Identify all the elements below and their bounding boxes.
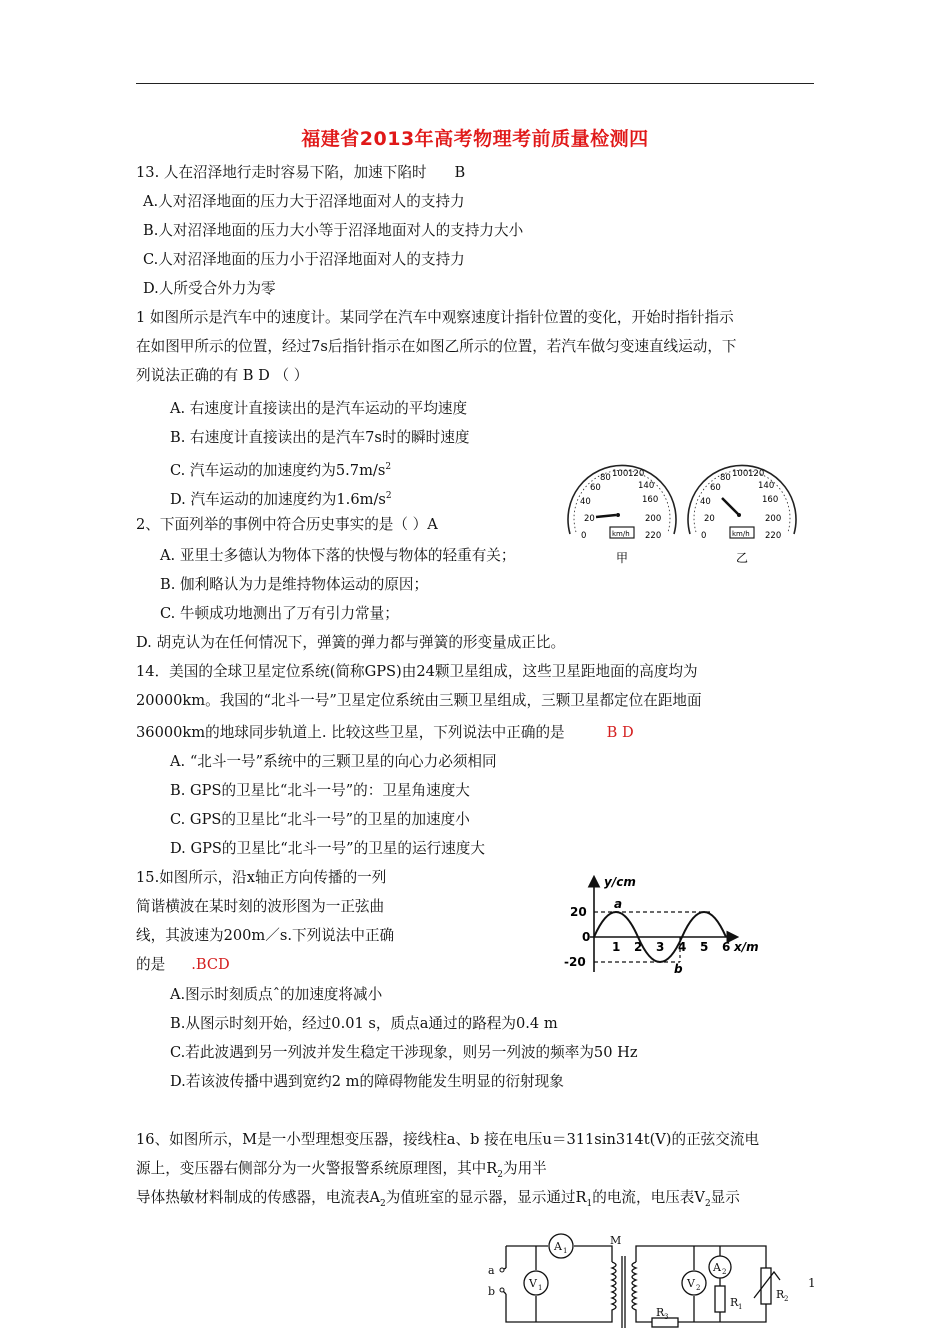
svg-text:20: 20 xyxy=(704,514,715,524)
q13-option-d: D.人所受合外力为零 xyxy=(143,280,276,297)
svg-text:R: R xyxy=(656,1306,665,1319)
svg-text:120: 120 xyxy=(628,469,645,479)
q15-stem-line2: 简谐横波在某时刻的波形图为一正弦曲 xyxy=(136,898,385,915)
svg-text:1: 1 xyxy=(538,1284,543,1292)
q2-option-a: A. 亚里士多德认为物体下落的快慢与物体的轻重有关； xyxy=(160,547,516,564)
speedometer-right xyxy=(688,465,796,565)
svg-text:V: V xyxy=(529,1277,537,1290)
svg-text:40: 40 xyxy=(700,497,711,507)
svg-text:220: 220 xyxy=(645,531,662,541)
svg-text:2: 2 xyxy=(696,1284,701,1292)
svg-text:0: 0 xyxy=(581,531,587,541)
q1-stem-line2: 在如图甲所示的位置，经过7s后指针指示在如图乙所示的位置，若汽车做匀变速直线运动，下 xyxy=(136,338,737,355)
svg-text:M: M xyxy=(610,1234,622,1247)
wave-graph xyxy=(560,872,760,978)
svg-text:6: 6 xyxy=(722,940,731,954)
transformer-circuit xyxy=(484,1232,804,1336)
q2-option-c: C. 牛顿成功地测出了万有引力常量； xyxy=(160,605,399,622)
q1-option-a: A. 右速度计直接读出的是汽车运动的平均速度 xyxy=(170,400,468,417)
speedometer-figure xyxy=(562,458,812,566)
page-title: 福建省2013年高考物理考前质量检测四 xyxy=(301,128,649,150)
q1-stem-line3: 列说法正确的有 B D （ ） xyxy=(136,367,309,384)
q1-option-c: C. 汽车运动的加速度约为$5.7m/s^2$ xyxy=(170,461,392,479)
q1-stem-line1: 1 如图所示是汽车中的速度计。某同学在汽车中观察速度计指针位置的变化，开始时指针指示 xyxy=(136,309,734,326)
q13-answer: B xyxy=(454,164,466,181)
q14-answer: B D xyxy=(606,724,634,741)
svg-text:V: V xyxy=(687,1277,695,1290)
svg-text:km/h: km/h xyxy=(732,530,750,538)
svg-text:5: 5 xyxy=(700,940,709,954)
svg-text:200: 200 xyxy=(645,514,662,524)
q2-option-b: B. 伽利略认为力是维持物体运动的原因； xyxy=(160,576,429,593)
q15-stem-line3: 线，其波速为200m／s.下列说法中正确 xyxy=(136,927,395,944)
svg-text:2: 2 xyxy=(784,1295,789,1303)
q15-option-a: A.图示时刻质点ˆ的加速度将减小 xyxy=(170,986,383,1003)
page-number: 1 xyxy=(808,1276,816,1290)
q15-stem-line1: 15.如图所示，沿x轴正方向传播的一列 xyxy=(136,869,387,886)
q14-stem-line2: 20000km。我国的“北斗一号”卫星定位系统由三颗卫星组成，三颗卫星都定位在距地面 xyxy=(136,692,702,709)
svg-text:0: 0 xyxy=(582,930,591,944)
q13-option-b: B.人对沼泽地面的压力大小等于沼泽地面对人的支持力大小 xyxy=(143,222,524,239)
svg-text:80: 80 xyxy=(600,473,611,483)
q1-option-d: D. 汽车运动的加速度约为$1.6m/s^2$ xyxy=(170,490,392,508)
q13-option-a: A.人对沼泽地面的压力大于沼泽地面对人的支持力 xyxy=(143,193,465,210)
svg-text:100: 100 xyxy=(732,469,749,479)
svg-text:20: 20 xyxy=(584,514,595,524)
header-rule xyxy=(136,83,814,84)
svg-text:160: 160 xyxy=(642,495,659,505)
svg-text:R: R xyxy=(776,1288,785,1301)
svg-text:乙: 乙 xyxy=(736,551,749,565)
svg-text:3: 3 xyxy=(664,1313,669,1321)
svg-text:R: R xyxy=(730,1296,739,1309)
svg-text:-20: -20 xyxy=(564,955,586,969)
svg-text:160: 160 xyxy=(762,495,779,505)
svg-text:b: b xyxy=(488,1285,496,1298)
svg-text:60: 60 xyxy=(710,483,721,493)
svg-text:200: 200 xyxy=(765,514,782,524)
svg-text:0: 0 xyxy=(701,531,707,541)
svg-text:4: 4 xyxy=(678,940,687,954)
svg-text:220: 220 xyxy=(765,531,782,541)
svg-text:A: A xyxy=(713,1261,721,1274)
q13-option-c: C.人对沼泽地面的压力小于沼泽地面对人的支持力 xyxy=(143,251,465,268)
q15-option-d: D.若该波传播中遇到宽约2 m的障碍物能发生明显的衍射现象 xyxy=(170,1073,564,1090)
svg-text:y/cm: y/cm xyxy=(604,875,636,889)
svg-text:2: 2 xyxy=(634,940,643,954)
svg-text:80: 80 xyxy=(720,473,731,483)
svg-text:20: 20 xyxy=(570,905,587,919)
svg-text:40: 40 xyxy=(580,497,591,507)
svg-text:140: 140 xyxy=(758,481,775,491)
svg-text:甲: 甲 xyxy=(616,551,629,565)
q15-answer: .BCD xyxy=(191,956,230,973)
svg-text:km/h: km/h xyxy=(612,530,630,538)
svg-text:a: a xyxy=(488,1264,495,1277)
svg-text:1: 1 xyxy=(612,940,621,954)
svg-text:b: b xyxy=(674,962,683,976)
q16-line2: 源上，变压器右侧部分为一火警报警系统原理图，其中$R_2$为用半 xyxy=(136,1160,547,1180)
svg-text:1: 1 xyxy=(563,1247,568,1255)
svg-text:3: 3 xyxy=(656,940,665,954)
q14-option-a: A. “北斗一号”系统中的三颗卫星的向心力必须相同 xyxy=(170,753,497,770)
q15-option-c: C.若此波遇到另一列波并发生稳定干涉现象，则另一列波的频率为50 Hz xyxy=(170,1044,638,1061)
svg-text:x/m: x/m xyxy=(734,940,759,954)
svg-text:120: 120 xyxy=(748,469,765,479)
svg-text:a: a xyxy=(614,897,623,911)
svg-text:140: 140 xyxy=(638,481,655,491)
speedometer-left xyxy=(568,465,676,565)
svg-text:60: 60 xyxy=(590,483,601,493)
q16-line3: 导体热敏材料制成的传感器，电流表$A_2$为值班室的显示器，显示通过$R_1$的电流，电压表$V_2$显示 xyxy=(136,1189,740,1209)
q16-line1: 16、如图所示，M是一小型理想变压器，接线柱a、b 接在电压u＝311sin314t(V)的正弦交流电 xyxy=(136,1131,760,1148)
q14-option-d: D. GPS的卫星比“北斗一号”的卫星的运行速度大 xyxy=(170,840,485,857)
q15-stem-line4: 的是 .BCD xyxy=(136,956,230,973)
q15-option-b: B.从图示时刻开始，经过0.01 s，质点a通过的路程为0.4 m xyxy=(170,1015,558,1032)
q13-stem: 13. 人在沼泽地行走时容易下陷，加速下陷时 B xyxy=(136,164,466,181)
q14-option-b: B. GPS的卫星比“北斗一号”的：卫星角速度大 xyxy=(170,782,470,799)
q1-option-b: B. 右速度计直接读出的是汽车7s时的瞬时速度 xyxy=(170,429,470,446)
svg-text:A: A xyxy=(554,1240,562,1253)
q2-option-d: D. 胡克认为在任何情况下，弹簧的弹力都与弹簧的形变量成正比。 xyxy=(136,634,566,651)
q14-stem-line3: 36000km的地球同步轨道上. 比较这些卫星，下列说法中正确的是 B D xyxy=(136,724,634,741)
svg-text:2: 2 xyxy=(722,1268,727,1276)
svg-text:100: 100 xyxy=(612,469,629,479)
q14-stem-line1: 14．美国的全球卫星定位系统(简称GPS)由24颗卫星组成，这些卫星距地面的高度均为 xyxy=(136,663,698,680)
svg-text:1: 1 xyxy=(738,1303,743,1311)
q14-option-c: C. GPS的卫星比“北斗一号”的卫星的加速度小 xyxy=(170,811,470,828)
q2-stem: 2、下面列举的事例中符合历史事实的是（ ）A xyxy=(136,516,438,533)
